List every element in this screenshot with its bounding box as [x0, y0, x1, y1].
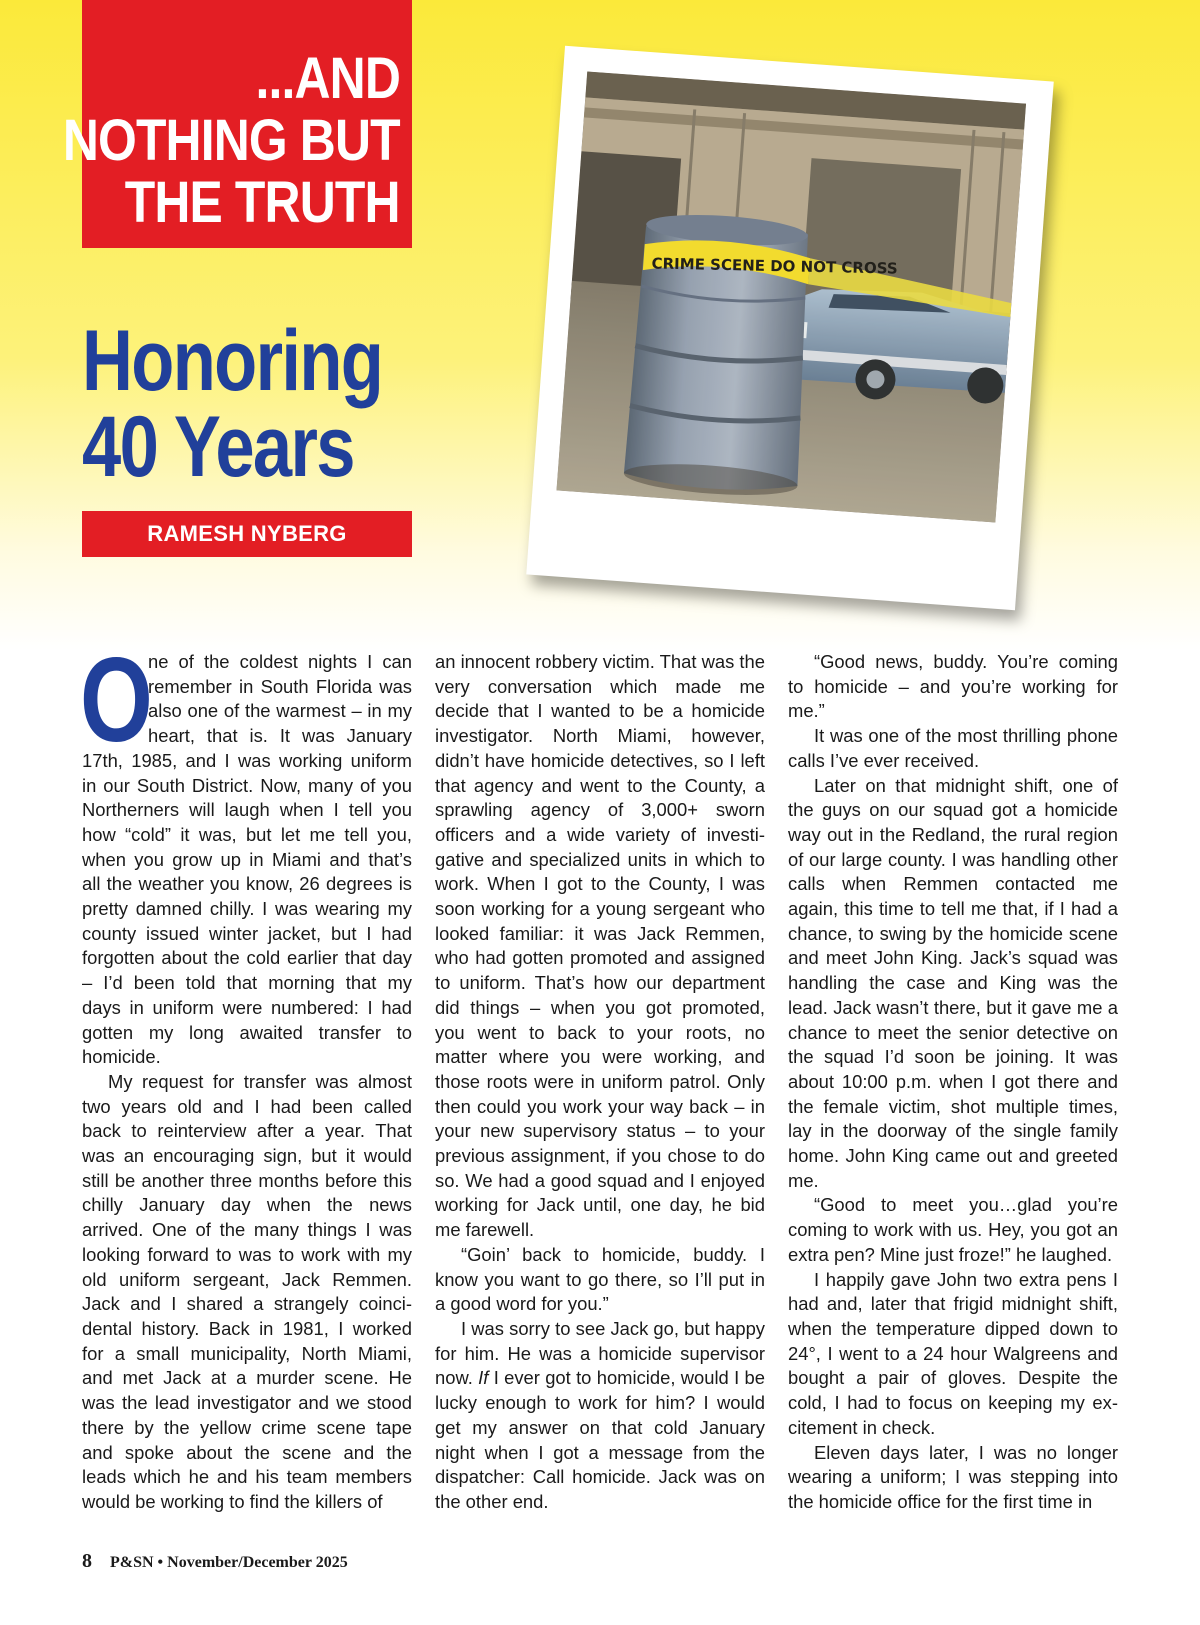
page-number: 8	[82, 1550, 92, 1572]
paragraph	[435, 1317, 765, 1515]
headline	[82, 313, 383, 495]
title-line-3: THE TRUTH	[125, 170, 400, 235]
byline: RAMESH NYBERG	[82, 511, 412, 557]
paragraph: an innocent robbery victim. That was the very conversation which made me decide that I wanted to be a homicide investigator. North Miami, however, didn’t have homicide detectives, so I left that agency and went to the County, a sprawling agency of 3,000+ sworn officers and a wide variety of investigative and specialized units in which to work. When I got to the County, I was soon working for a young sergeant who looked familiar: it was Jack Remmen, who had gotten promoted and assigned to uniform. That’s how our department did things – when you got promoted, you went to back to your roots, no matter where you were working, and those roots were in uniform patrol. Only then could you work your way back – in your new supervisory status – to your previous assignment, if you chose to do so. We had a good squad and I enjoyed working for Jack until, one day, he bid me farewell.	[435, 651, 765, 1241]
drop-cap: O	[80, 633, 153, 767]
article-column-1	[80, 633, 412, 1515]
paragraph-text: ne of the coldest nights I can remember in South Florida was also one of the warmest – in my heart, that is. It was January 17th, 1985, and I was working uniform in our South District. Now, many of you Northerners will laugh when I tell you how “cold” it was, but let me tell you, when you grow up in Miami and that’s all the weather you know, 26 degrees is pretty damned chilly. I was wearing my county issued winter jacket, but I had forgotten about the cold earlier that day – I’d been told that morning that my days in uniform were numbered: I had gotten my long awaited transfer to homicide.	[82, 651, 412, 1068]
paragraph: My request for transfer was almost two years old and I had been called back to reinterview after a year. That was an encouraging sign, but it would still be another three months before this chilly January day when the news arrived. One of the many things I was looking forward to was to work with my old uniform sergeant, Jack Remmen. Jack and I shared a strangely coincidental history. Back in 1981, I worked for a small municipality, North Miami, and met Jack at a murder scene. He was the lead investigator and we stood there by the yellow crime scene tape and spoke about the scene and the leads which he and his team members would be working to find the killers of	[82, 1070, 412, 1512]
article-body	[80, 633, 1146, 1530]
paragraph-text: I ever got to homicide, would I be lucky enough to work for him? I would get my answer on that cold January night when I got a message from the dispatcher: Call homicide. Jack was on the other end.	[435, 1367, 765, 1512]
tape-text: CRIME SCENE DO NOT CROSS	[651, 254, 898, 278]
title-line-1: ...AND	[255, 46, 400, 111]
title-box	[63, 0, 412, 248]
paragraph: “Goin’ back to homicide, buddy. I know you want to go there, so I’ll put in a good word for you.”	[435, 1243, 765, 1315]
title-line-2: NOTHING BUT	[63, 108, 400, 173]
publication-info: P&SN • November/December 2025	[110, 1554, 348, 1571]
paragraph-text: I was sorry to see Jack go, but happy for him. He was a homicide supervisor now.	[435, 1317, 765, 1389]
headline-line-2: 40 Years	[82, 399, 354, 495]
polaroid-frame	[526, 46, 1054, 610]
paragraph: “Good to meet you…glad you’re coming to work with us. Hey, you got an extra pen? Mine just froze!” he laughed.	[788, 1194, 1118, 1265]
paragraph	[80, 633, 412, 1070]
emphasis-text: If	[478, 1367, 489, 1389]
article-column-2	[435, 650, 765, 1515]
paragraph: “Good news, buddy. You’re coming to homicide – and you’re working for me.”	[788, 651, 1118, 722]
paragraph: It was one of the most thrilling phone calls I’ve ever received.	[788, 725, 1118, 771]
page-footer	[82, 1550, 348, 1573]
article-column-3	[788, 650, 1118, 1515]
paragraph: Later on that midnight shift, one of the guys on our squad got a homicide way out in the Redland, the rural region of our large county. I was handling other calls when Remmen contacted me again, this time to tell me that, if I had a chance, to swing by the homicide scene and meet John King. Jack’s squad was handling the case and King was the lead. Jack wasn’t there, but it gave me a chance to meet the senior detective on the squad I’d soon be joining. It was about 10:00 p.m. when I got there and the female victim, shot multiple times, lay in the doorway of the single family home. John King came out and greeted me.	[788, 774, 1118, 1191]
crime-scene-illustration	[556, 71, 1026, 522]
headline-line-1: Honoring	[82, 313, 383, 409]
paragraph: Eleven days later, I was no longer wearing a uniform; I was stepping into the homicide office for the first time in	[788, 1441, 1118, 1512]
crime-scene-photo	[556, 71, 1026, 522]
polaroid-photo	[526, 46, 1054, 610]
paragraph: I happily gave John two extra pens I had and, later that frigid midnight shift, when the temperature dipped down to 24°, I went to a 24 hour Walgreens and bought a pair of gloves. Despite the cold, I had to focus on keeping my excitement in check.	[788, 1268, 1118, 1438]
